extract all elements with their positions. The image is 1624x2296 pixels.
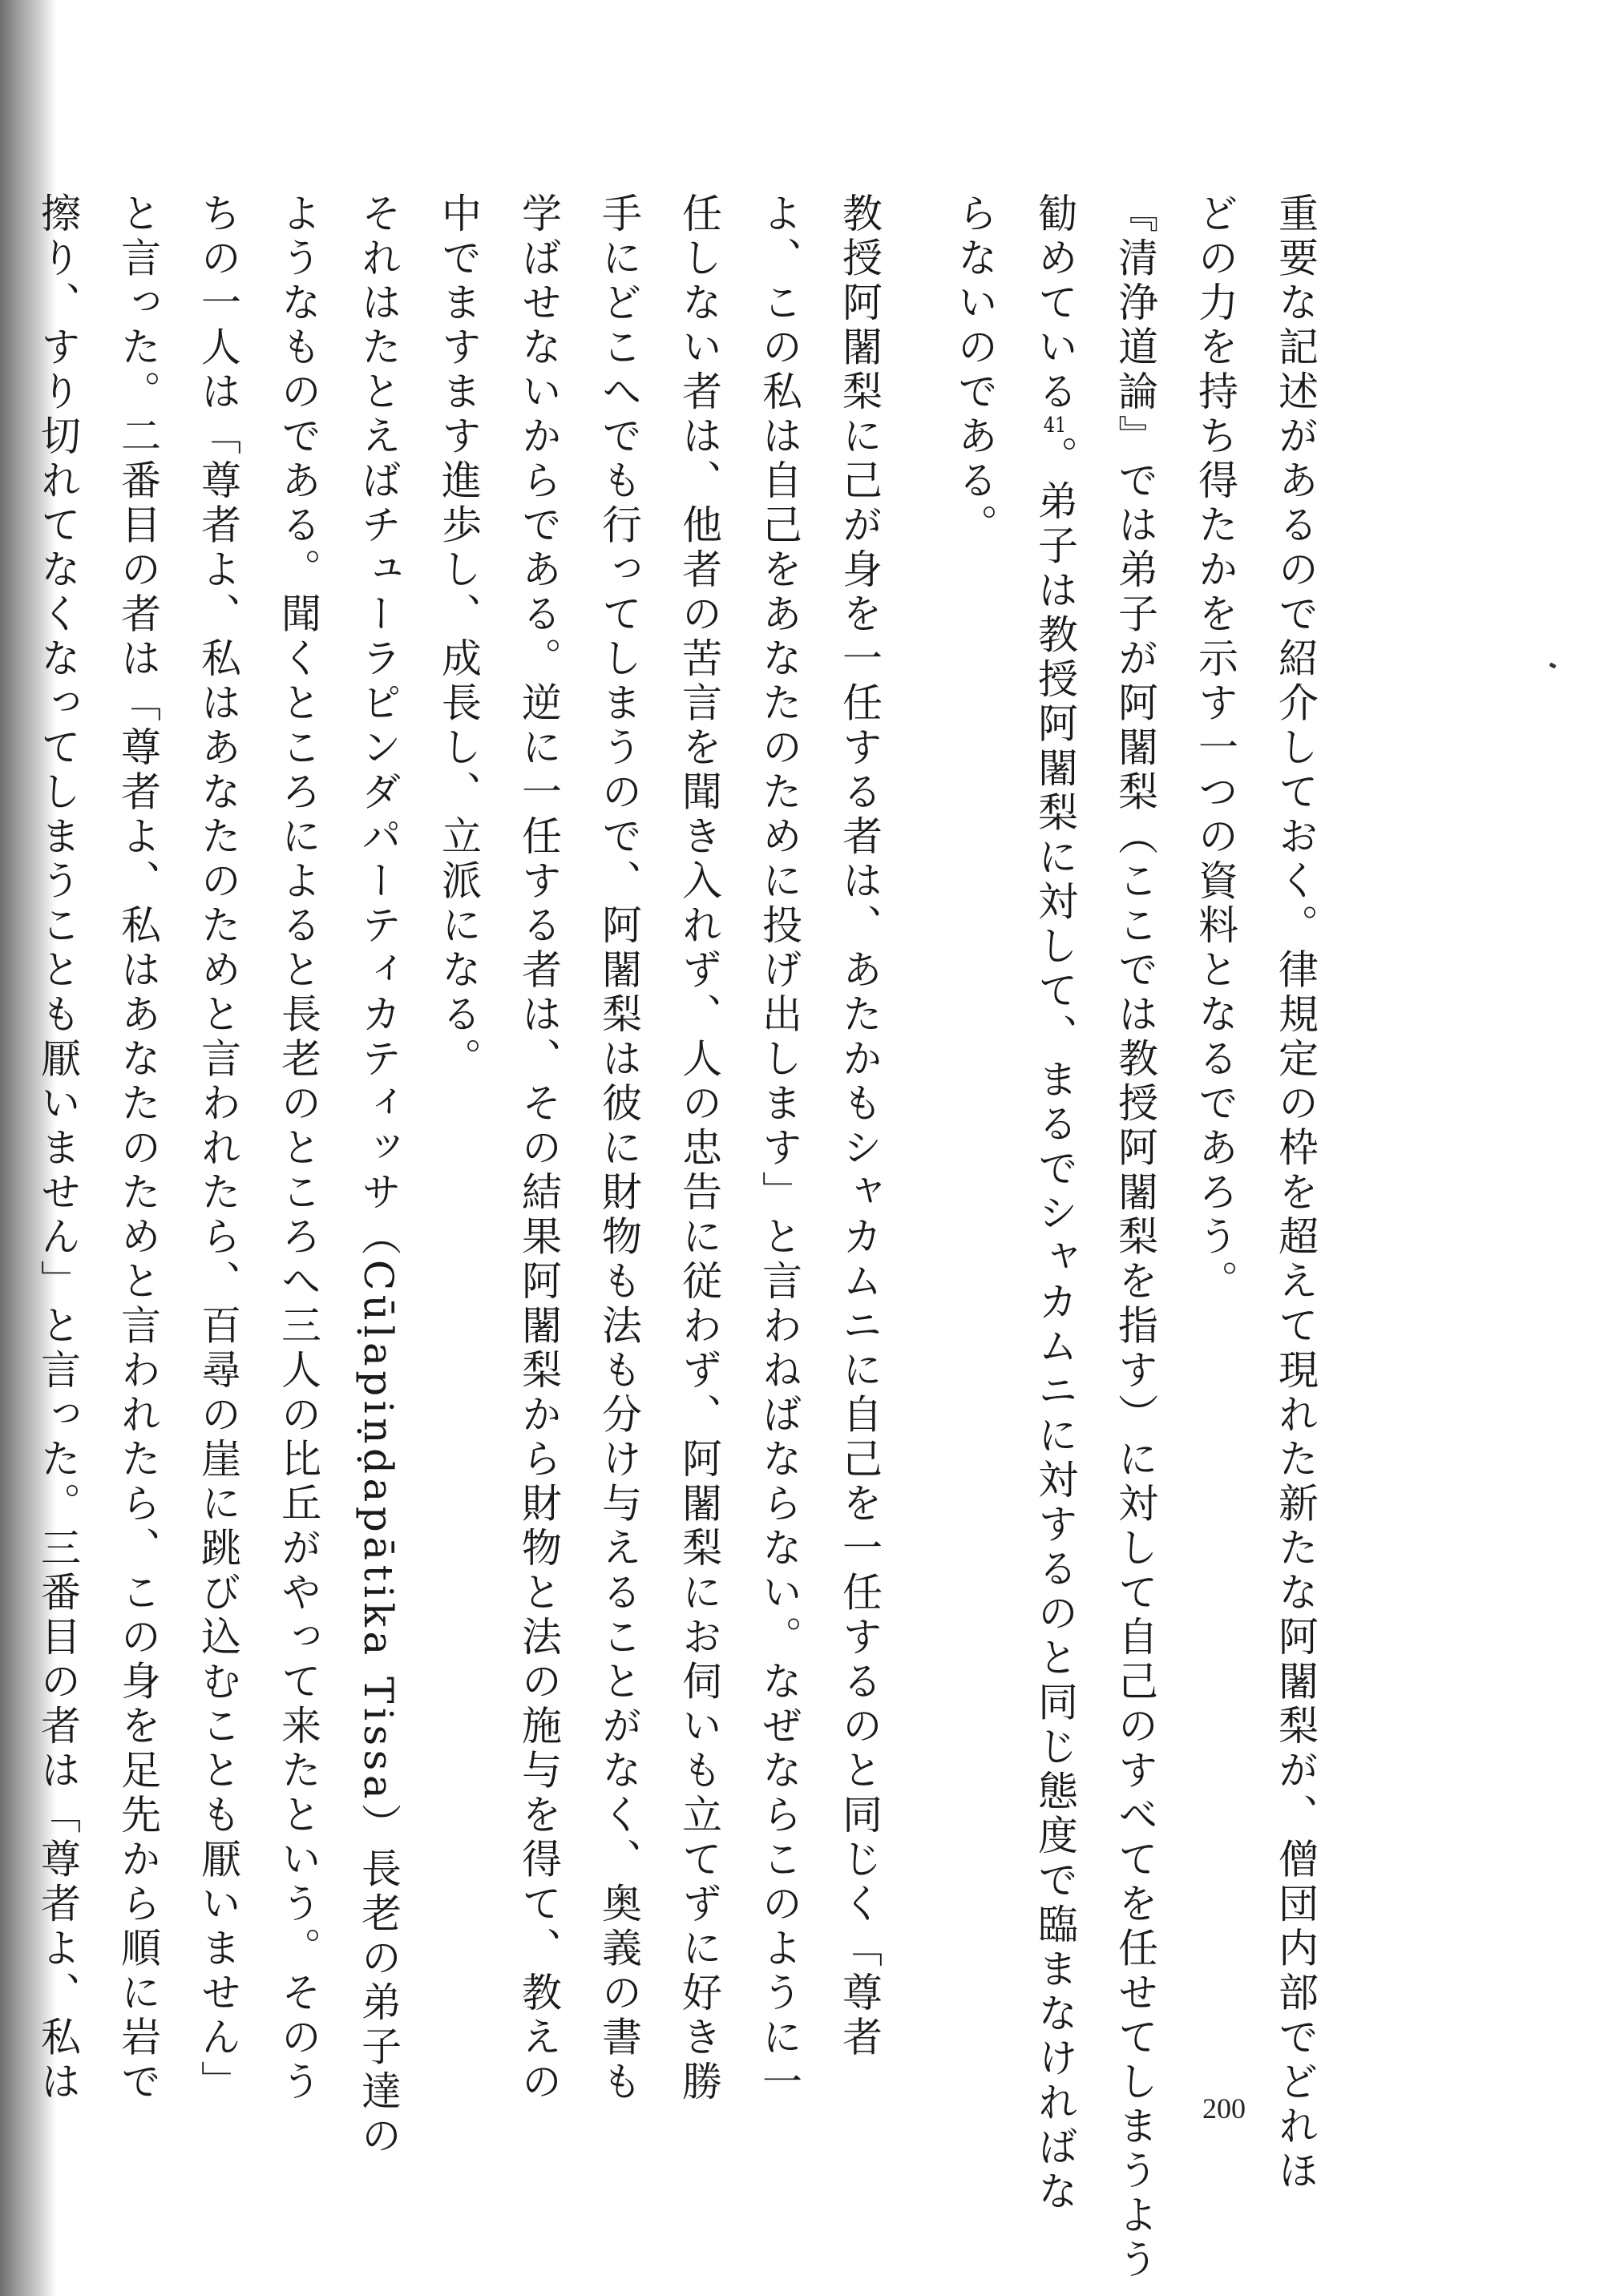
text-line: らないのである。 (951, 192, 998, 548)
stray-ink-mark (1549, 662, 1556, 668)
text-line: それはたとえばチューラピンダパーティカティッサ（Cūḷapiṇḍapātika Tissa）長老の弟子達の (355, 192, 402, 2160)
text-line: 擦り、すり切れてなくなってしまうことも厭いません」と言った。三番目の者は「尊者よ、私は (34, 192, 81, 2105)
note-marker: 41 (1043, 414, 1067, 436)
text-line: ちの一人は「尊者よ、私はあなたのためと言われたら、百尋の崖に跳び込むことも厭いません」 (195, 192, 241, 2105)
text-line: 中でますます進歩し、成長し、立派になる。 (435, 192, 482, 1082)
paragraph-gap (899, 192, 935, 1955)
page-number: 200 (1202, 2092, 1246, 2125)
text-line: どの力を持ち得たかを示す一つの資料となるであろう。 (1192, 192, 1238, 1305)
text-line: 教授阿闍梨に己が身を一任する者は、あたかもシャカムニに自己を一任するのと同じく「尊者 (836, 192, 883, 2060)
text-line: 任しない者は、他者の苦言を聞き入れず、人の忠告に従わず、阿闍梨にお伺いも立てずに好き勝 (676, 192, 722, 2105)
text-line: 学ばせないからである。逆に一任する者は、その結果阿闍梨から財物と法の施与を得て、教えの (515, 192, 562, 2105)
text-fragment: 勧めている (1032, 192, 1078, 415)
text-line: ようなものである。聞くところによると長老のところへ三人の比丘がやって来たという。そのう (275, 192, 321, 2105)
text-line: 手にどこへでも行ってしまうので、阿闍梨は彼に財物も法も分け与えることがなく、奥義の書も (596, 192, 642, 2105)
text-line: 『清浄道論』では弟子が阿闍梨（ここでは教授阿闍梨を指す）に対して自己のすべてを任せてしまうよう (1112, 192, 1158, 2283)
text-line (0, 192, 18, 1955)
text-line-with-note (1015, 192, 1095, 2215)
text-line: 重要な記述があるので紹介しておく。律規定の枠を超えて現れた新たな阿闍梨が、僧団内部でどれほ (1272, 192, 1319, 2194)
text-line: よ、この私は自己をあなたのために投げ出します」と言わねばならない。なぜならこのように一 (756, 192, 802, 2105)
text-fragment: 。弟子は教授阿闍梨に対して、まるでシャカムニに対するのと同じ態度で臨まなければな (1032, 435, 1078, 2215)
text-line: と言った。二番目の者は「尊者よ、私はあなたのためと言われたら、この身を足先から順に岩で (115, 192, 161, 2105)
